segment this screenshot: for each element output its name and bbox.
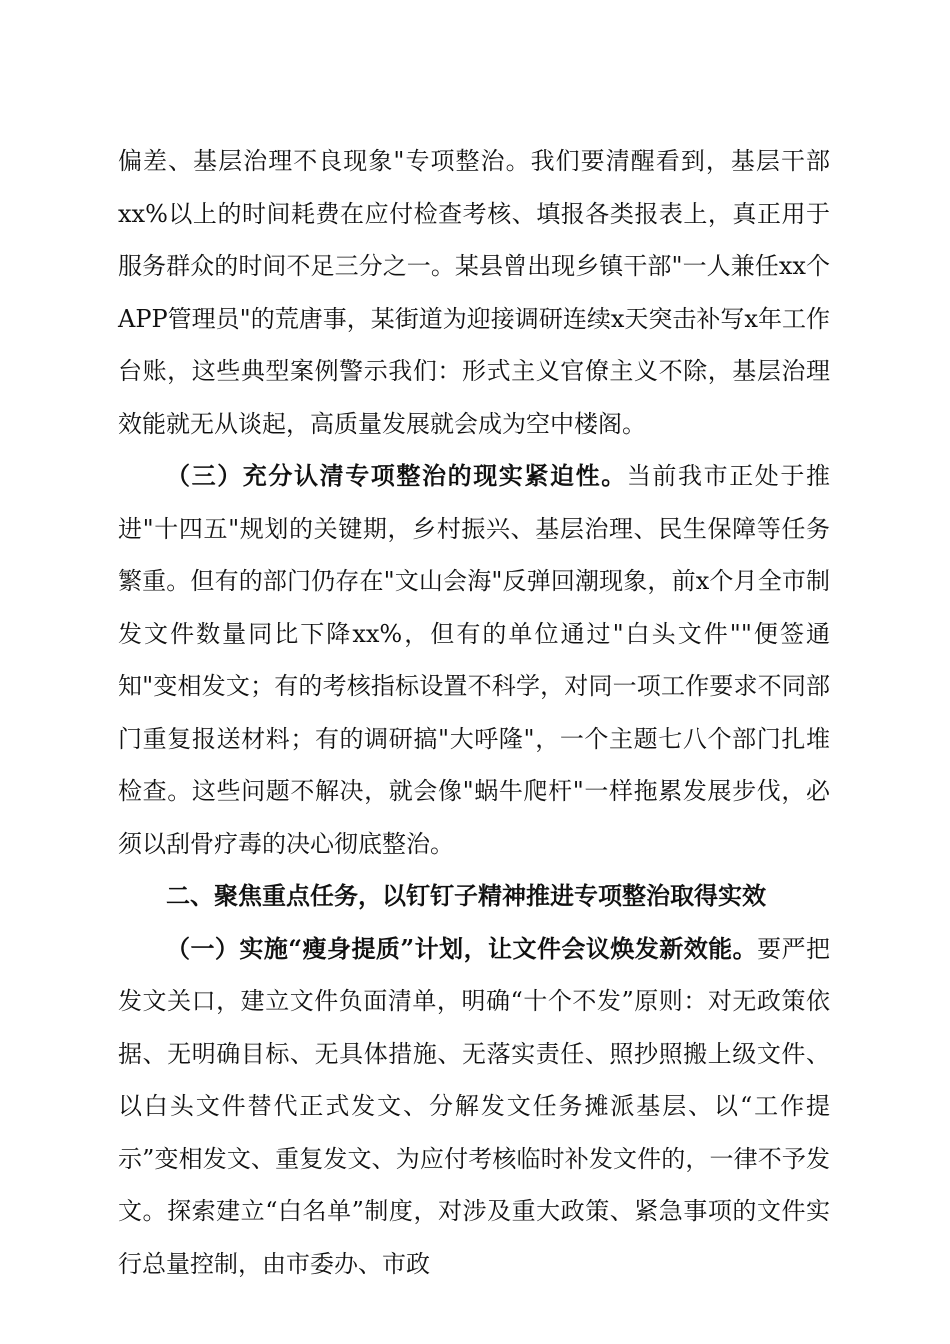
paragraph-slim-plan-body: 要严把发文关口，建立文件负面清单，明确“十个不发”原则：对无政策依据、无明确目标、无具体措施、无落实责任、照抄照搬上级文件、以白头文件替代正式发文、分解发文任务摊派基层、以“工作提示”变相发文、重复发文、为应付考核临时补发文件的，一律不予发文。探索建立“白名单”制度，对涉及重大政策、紧急事项的文件实行总量控制，由市委办、市政 (118, 934, 831, 1278)
paragraph-slim-plan (118, 923, 830, 1291)
paragraph-urgency-body: 当前我市正处于推进"十四五"规划的关键期，乡村振兴、基层治理、民生保障等任务繁重。但有的部门仍存在"文山会海"反弹回潮现象，前x个月全市制发文件数量同比下降xx%，但有的单位通过"白头文件""便签通知"变相发文；有的考核指标设置不科学，对同一项工作要求不同部门重复报送材料；有的调研搞"大呼隆"，一个主题七八个部门扎堆检查。这些问题不解决，就会像"蜗牛爬杆"一样拖累发展步伐，必须以刮骨疗毒的决心彻底整治。 (118, 462, 831, 858)
paragraph-urgency (118, 450, 830, 870)
paragraph-urgency-lead: （三）充分认清专项整治的现实紧迫性。 (166, 461, 627, 490)
paragraph-rectification-background: 偏差、基层治理不良现象"专项整治。我们要清醒看到，基层干部xx%以上的时间耗费在应付检查考核、填报各类报表上，真正用于服务群众的时间不足三分之一。某县曾出现乡镇干部"一人兼任xx个APP管理员"的荒唐事，某街道为迎接调研连续x天突击补写x年工作台账，这些典型案例警示我们：形式主义官僚主义不除，基层治理效能就无从谈起，高质量发展就会成为空中楼阁。 (118, 147, 830, 438)
paragraph-slim-plan-lead: （一）实施“瘦身提质”计划，让文件会议焕发新效能。 (166, 933, 758, 963)
document-body (118, 135, 830, 1290)
section-heading-2: 二、聚焦重点任务，以钉钉子精神推进专项整治取得实效 (166, 882, 766, 910)
